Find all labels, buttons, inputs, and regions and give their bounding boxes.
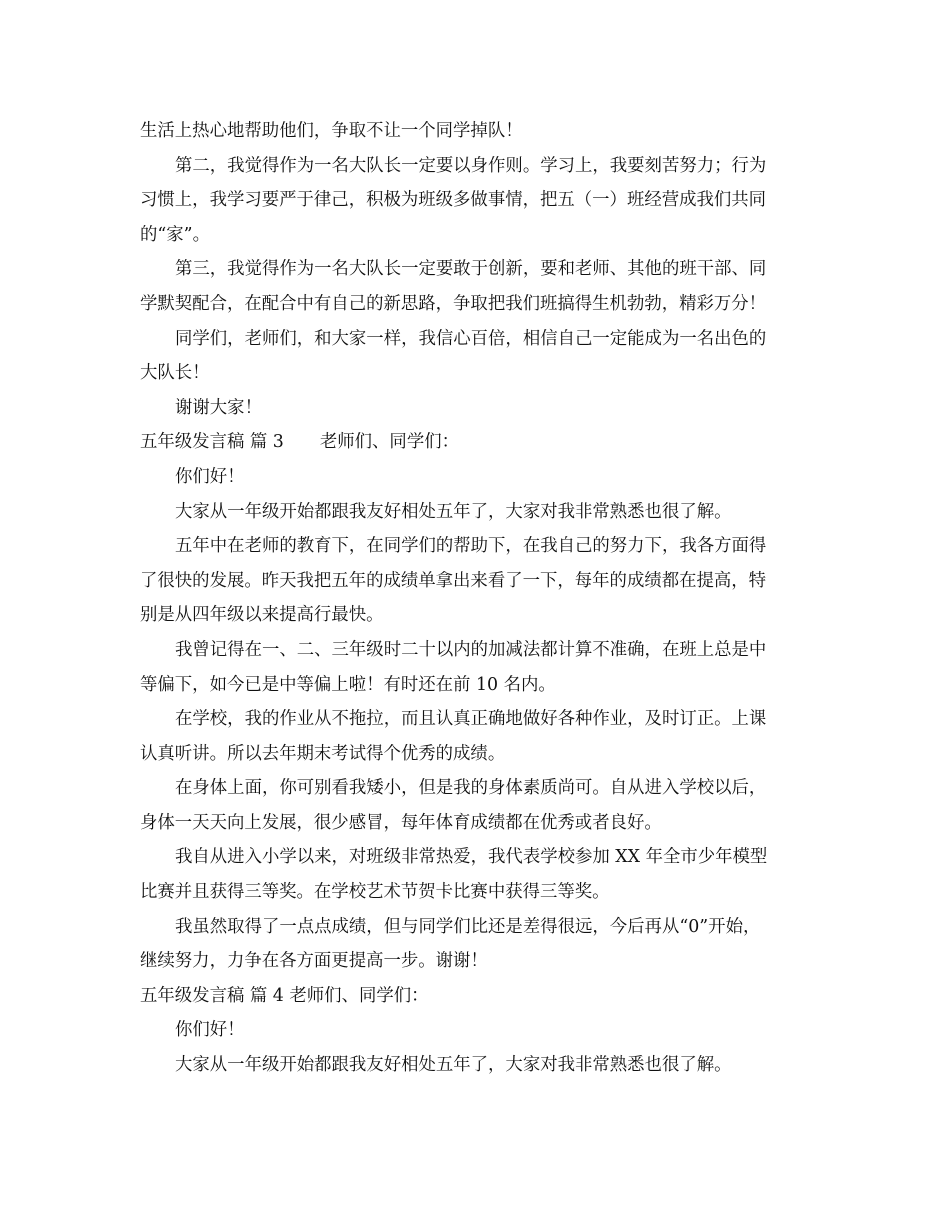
section-title: 五年级发言稿 篇 4 老师们、同学们：: [140, 985, 429, 1006]
text-line: 的“家”。: [140, 224, 210, 245]
text-line: 习惯上，我学习要严于律己，积极为班级多做事情，把五（一）班经营成我们共同: [140, 190, 767, 211]
text-line: 比赛并且获得三等奖。在学校艺术节贺卡比赛中获得三等奖。: [140, 882, 610, 903]
section-heading: [140, 425, 820, 460]
text-line: 学默契配合，在配合中有自己的新思路，争取把我们班搞得生机勃勃，精彩万分！: [140, 293, 767, 314]
text-line: 大队长！: [140, 363, 210, 384]
text-line: 别是从四年级以来提高行最快。: [140, 605, 384, 626]
text-line: 生活上热心地帮助他们，争取不让一个同学掉队！: [140, 121, 523, 141]
paragraph-line: 你们好！: [175, 466, 245, 487]
text-line: 等偏下，如今已是中等偏上啦！有时还在前 10 名内。: [140, 674, 556, 695]
section-greeting: 老师们、同学们：: [319, 432, 459, 453]
section-heading: [140, 979, 820, 1014]
document-page: [140, 114, 820, 1083]
paragraph-line: 五年中在老师的教育下，在同学们的帮助下，在我自己的努力下，我各方面得: [175, 536, 767, 557]
text-line: 继续努力，力争在各方面更提高一步。谢谢！: [140, 951, 488, 972]
paragraph-line: 我虽然取得了一点点成绩，但与同学们比还是差得很远，今后再从“0”开始，: [175, 916, 761, 937]
paragraph-line: 谢谢大家！: [175, 397, 262, 418]
paragraph-line: 我自从进入小学以来，对班级非常热爱，我代表学校参加 XX 年全市少年模型: [175, 847, 768, 868]
text-line: 认真听讲。所以去年期末考试得个优秀的成绩。: [140, 743, 506, 764]
paragraph-line: 大家从一年级开始都跟我友好相处五年了，大家对我非常熟悉也很了解。: [175, 501, 732, 522]
text-line: 了很快的发展。昨天我把五年的成绩单拿出来看了一下，每年的成绩都在提高，特: [140, 570, 767, 591]
paragraph-line: 你们好！: [175, 1020, 245, 1041]
paragraph-line: 大家从一年级开始都跟我友好相处五年了，大家对我非常熟悉也很了解。: [175, 1055, 732, 1076]
paragraph-line: 第二，我觉得作为一名大队长一定要以身作则。学习上，我要刻苦努力；行为: [175, 155, 767, 176]
paragraph-line: 我曾记得在一、二、三年级时二十以内的加减法都计算不准确，在班上总是中: [175, 639, 767, 660]
section-title: 五年级发言稿 篇 3: [140, 432, 284, 453]
paragraph-line: 在学校，我的作业从不拖拉，而且认真正确地做好各种作业，及时订正。上课: [175, 709, 767, 730]
paragraph-line: 在身体上面，你可别看我矮小，但是我的身体素质尚可。自从进入学校以后，: [175, 778, 767, 799]
text-line: 身体一天天向上发展，很少感冒，每年体育成绩都在优秀或者良好。: [140, 812, 662, 833]
paragraph-line: 第三，我觉得作为一名大队长一定要敢于创新，要和老师、其他的班干部、同: [175, 259, 767, 280]
paragraph-line: 同学们，老师们，和大家一样，我信心百倍，相信自己一定能成为一名出色的: [175, 328, 767, 349]
